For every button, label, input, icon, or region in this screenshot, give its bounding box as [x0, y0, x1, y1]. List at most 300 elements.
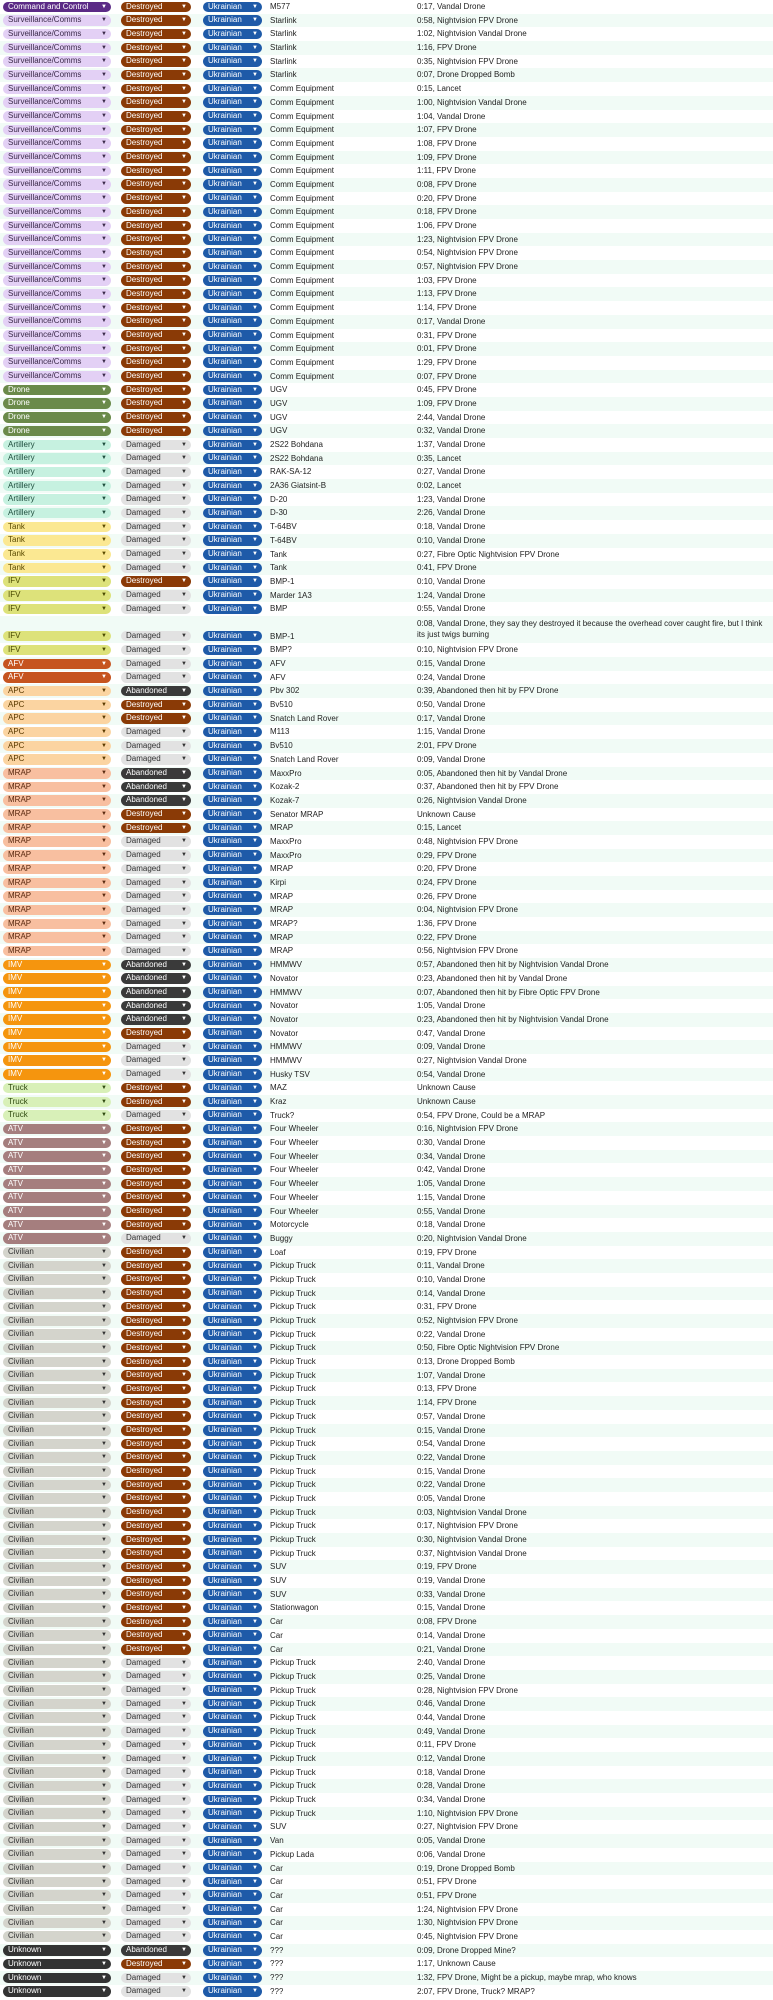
- side-select[interactable]: [203, 15, 262, 26]
- category-select[interactable]: [3, 1411, 111, 1422]
- category-select[interactable]: [3, 1179, 111, 1190]
- side-select[interactable]: [203, 1370, 262, 1381]
- status-select[interactable]: [121, 1288, 191, 1299]
- category-select[interactable]: [3, 1740, 111, 1751]
- side-select[interactable]: [203, 1083, 262, 1094]
- category-select[interactable]: [3, 481, 111, 492]
- category-select[interactable]: [3, 1877, 111, 1888]
- side-select[interactable]: [203, 522, 262, 533]
- status-select[interactable]: [121, 1097, 191, 1108]
- side-select[interactable]: [203, 1671, 262, 1682]
- category-select[interactable]: [3, 1836, 111, 1847]
- category-select[interactable]: [3, 1069, 111, 1080]
- category-select[interactable]: [3, 1425, 111, 1436]
- category-select[interactable]: [3, 1767, 111, 1778]
- category-select[interactable]: [3, 1973, 111, 1984]
- category-select[interactable]: [3, 672, 111, 683]
- category-select[interactable]: [3, 1042, 111, 1053]
- status-select[interactable]: [121, 1836, 191, 1847]
- status-select[interactable]: [121, 1863, 191, 1874]
- status-select[interactable]: [121, 1042, 191, 1053]
- category-select[interactable]: [3, 631, 111, 642]
- category-select[interactable]: [3, 1562, 111, 1573]
- side-select[interactable]: [203, 275, 262, 286]
- category-select[interactable]: [3, 604, 111, 615]
- status-select[interactable]: [121, 15, 191, 26]
- side-select[interactable]: [203, 823, 262, 834]
- side-select[interactable]: [203, 1973, 262, 1984]
- side-select[interactable]: [203, 467, 262, 478]
- side-select[interactable]: [203, 1124, 262, 1135]
- side-select[interactable]: [203, 1343, 262, 1354]
- status-select[interactable]: [121, 1617, 191, 1628]
- category-select[interactable]: [3, 1781, 111, 1792]
- status-select[interactable]: [121, 29, 191, 40]
- side-select[interactable]: [203, 453, 262, 464]
- status-select[interactable]: [121, 1384, 191, 1395]
- category-select[interactable]: [3, 398, 111, 409]
- category-select[interactable]: [3, 1138, 111, 1149]
- category-select[interactable]: [3, 754, 111, 765]
- category-select[interactable]: [3, 1165, 111, 1176]
- side-select[interactable]: [203, 1754, 262, 1765]
- side-select[interactable]: [203, 1507, 262, 1518]
- status-select[interactable]: [121, 234, 191, 245]
- status-select[interactable]: [121, 713, 191, 724]
- category-select[interactable]: [3, 782, 111, 793]
- side-select[interactable]: [203, 576, 262, 587]
- category-select[interactable]: [3, 412, 111, 423]
- category-select[interactable]: [3, 1617, 111, 1628]
- status-select[interactable]: [121, 960, 191, 971]
- side-select[interactable]: [203, 303, 262, 314]
- status-select[interactable]: [121, 1220, 191, 1231]
- side-select[interactable]: [203, 686, 262, 697]
- category-select[interactable]: [3, 207, 111, 218]
- side-select[interactable]: [203, 645, 262, 656]
- category-select[interactable]: [3, 563, 111, 574]
- side-select[interactable]: [203, 1179, 262, 1190]
- category-select[interactable]: [3, 303, 111, 314]
- side-select[interactable]: [203, 1220, 262, 1231]
- side-select[interactable]: [203, 1521, 262, 1532]
- status-select[interactable]: [121, 467, 191, 478]
- status-select[interactable]: [121, 1110, 191, 1121]
- side-select[interactable]: [203, 1589, 262, 1600]
- category-select[interactable]: [3, 1329, 111, 1340]
- category-select[interactable]: [3, 1192, 111, 1203]
- side-select[interactable]: [203, 1398, 262, 1409]
- status-select[interactable]: [121, 1973, 191, 1984]
- status-select[interactable]: [121, 2, 191, 13]
- category-select[interactable]: [3, 1001, 111, 1012]
- category-select[interactable]: [3, 700, 111, 711]
- category-select[interactable]: [3, 919, 111, 930]
- side-select[interactable]: [203, 2, 262, 13]
- status-select[interactable]: [121, 412, 191, 423]
- status-select[interactable]: [121, 1055, 191, 1066]
- category-select[interactable]: [3, 1220, 111, 1231]
- side-select[interactable]: [203, 1931, 262, 1942]
- status-select[interactable]: [121, 84, 191, 95]
- category-select[interactable]: [3, 138, 111, 149]
- side-select[interactable]: [203, 590, 262, 601]
- category-select[interactable]: [3, 1658, 111, 1669]
- category-select[interactable]: [3, 15, 111, 26]
- category-select[interactable]: [3, 152, 111, 163]
- status-select[interactable]: [121, 440, 191, 451]
- category-select[interactable]: [3, 1644, 111, 1655]
- status-select[interactable]: [121, 385, 191, 396]
- category-select[interactable]: [3, 1233, 111, 1244]
- status-select[interactable]: [121, 549, 191, 560]
- side-select[interactable]: [203, 111, 262, 122]
- category-select[interactable]: [3, 1206, 111, 1217]
- status-select[interactable]: [121, 1179, 191, 1190]
- category-select[interactable]: [3, 1795, 111, 1806]
- side-select[interactable]: [203, 357, 262, 368]
- side-select[interactable]: [203, 1685, 262, 1696]
- category-select[interactable]: [3, 864, 111, 875]
- side-select[interactable]: [203, 946, 262, 957]
- status-select[interactable]: [121, 1233, 191, 1244]
- category-select[interactable]: [3, 1589, 111, 1600]
- status-select[interactable]: [121, 836, 191, 847]
- category-select[interactable]: [3, 522, 111, 533]
- category-select[interactable]: [3, 535, 111, 546]
- side-select[interactable]: [203, 70, 262, 81]
- side-select[interactable]: [203, 1357, 262, 1368]
- side-select[interactable]: [203, 1261, 262, 1272]
- status-select[interactable]: [121, 316, 191, 327]
- side-select[interactable]: [203, 1712, 262, 1723]
- status-select[interactable]: [121, 1411, 191, 1422]
- status-select[interactable]: [121, 1425, 191, 1436]
- side-select[interactable]: [203, 1014, 262, 1025]
- status-select[interactable]: [121, 453, 191, 464]
- category-select[interactable]: [3, 371, 111, 382]
- category-select[interactable]: [3, 453, 111, 464]
- category-select[interactable]: [3, 1014, 111, 1025]
- side-select[interactable]: [203, 29, 262, 40]
- status-select[interactable]: [121, 207, 191, 218]
- status-select[interactable]: [121, 686, 191, 697]
- status-select[interactable]: [121, 221, 191, 232]
- side-select[interactable]: [203, 1959, 262, 1970]
- category-select[interactable]: [3, 1712, 111, 1723]
- status-select[interactable]: [121, 426, 191, 437]
- status-select[interactable]: [121, 1316, 191, 1327]
- category-select[interactable]: [3, 385, 111, 396]
- category-select[interactable]: [3, 1370, 111, 1381]
- side-select[interactable]: [203, 1206, 262, 1217]
- category-select[interactable]: [3, 1083, 111, 1094]
- category-select[interactable]: [3, 809, 111, 820]
- status-select[interactable]: [121, 1357, 191, 1368]
- side-select[interactable]: [203, 864, 262, 875]
- side-select[interactable]: [203, 1316, 262, 1327]
- status-select[interactable]: [121, 1028, 191, 1039]
- status-select[interactable]: [121, 1274, 191, 1285]
- side-select[interactable]: [203, 1425, 262, 1436]
- category-select[interactable]: [3, 1274, 111, 1285]
- status-select[interactable]: [121, 891, 191, 902]
- side-select[interactable]: [203, 754, 262, 765]
- side-select[interactable]: [203, 97, 262, 108]
- side-select[interactable]: [203, 1288, 262, 1299]
- status-select[interactable]: [121, 795, 191, 806]
- category-select[interactable]: [3, 795, 111, 806]
- status-select[interactable]: [121, 1781, 191, 1792]
- side-select[interactable]: [203, 1548, 262, 1559]
- category-select[interactable]: [3, 576, 111, 587]
- side-select[interactable]: [203, 741, 262, 752]
- side-select[interactable]: [203, 166, 262, 177]
- status-select[interactable]: [121, 809, 191, 820]
- category-select[interactable]: [3, 84, 111, 95]
- category-select[interactable]: [3, 1630, 111, 1641]
- side-select[interactable]: [203, 138, 262, 149]
- status-select[interactable]: [121, 262, 191, 273]
- side-select[interactable]: [203, 1740, 262, 1751]
- category-select[interactable]: [3, 1288, 111, 1299]
- side-select[interactable]: [203, 1302, 262, 1313]
- side-select[interactable]: [203, 1535, 262, 1546]
- side-select[interactable]: [203, 932, 262, 943]
- category-select[interactable]: [3, 1603, 111, 1614]
- status-select[interactable]: [121, 1685, 191, 1696]
- status-select[interactable]: [121, 645, 191, 656]
- status-select[interactable]: [121, 1754, 191, 1765]
- status-select[interactable]: [121, 1904, 191, 1915]
- side-select[interactable]: [203, 659, 262, 670]
- category-select[interactable]: [3, 1028, 111, 1039]
- status-select[interactable]: [121, 604, 191, 615]
- side-select[interactable]: [203, 1097, 262, 1108]
- category-select[interactable]: [3, 973, 111, 984]
- side-select[interactable]: [203, 1028, 262, 1039]
- side-select[interactable]: [203, 1849, 262, 1860]
- side-select[interactable]: [203, 508, 262, 519]
- status-select[interactable]: [121, 248, 191, 259]
- status-select[interactable]: [121, 43, 191, 54]
- side-select[interactable]: [203, 1945, 262, 1956]
- status-select[interactable]: [121, 590, 191, 601]
- category-select[interactable]: [3, 1466, 111, 1477]
- status-select[interactable]: [121, 1069, 191, 1080]
- side-select[interactable]: [203, 1493, 262, 1504]
- side-select[interactable]: [203, 1192, 262, 1203]
- category-select[interactable]: [3, 1945, 111, 1956]
- category-select[interactable]: [3, 686, 111, 697]
- category-select[interactable]: [3, 836, 111, 847]
- category-select[interactable]: [3, 1480, 111, 1491]
- side-select[interactable]: [203, 234, 262, 245]
- status-select[interactable]: [121, 1507, 191, 1518]
- side-select[interactable]: [203, 1562, 262, 1573]
- status-select[interactable]: [121, 138, 191, 149]
- status-select[interactable]: [121, 70, 191, 81]
- status-select[interactable]: [121, 1712, 191, 1723]
- status-select[interactable]: [121, 1083, 191, 1094]
- status-select[interactable]: [121, 987, 191, 998]
- category-select[interactable]: [3, 1452, 111, 1463]
- side-select[interactable]: [203, 891, 262, 902]
- side-select[interactable]: [203, 481, 262, 492]
- side-select[interactable]: [203, 1863, 262, 1874]
- side-select[interactable]: [203, 563, 262, 574]
- category-select[interactable]: [3, 891, 111, 902]
- category-select[interactable]: [3, 179, 111, 190]
- category-select[interactable]: [3, 1055, 111, 1066]
- status-select[interactable]: [121, 1165, 191, 1176]
- status-select[interactable]: [121, 700, 191, 711]
- status-select[interactable]: [121, 1658, 191, 1669]
- category-select[interactable]: [3, 43, 111, 54]
- side-select[interactable]: [203, 1644, 262, 1655]
- side-select[interactable]: [203, 713, 262, 724]
- side-select[interactable]: [203, 125, 262, 136]
- status-select[interactable]: [121, 1576, 191, 1587]
- side-select[interactable]: [203, 1658, 262, 1669]
- category-select[interactable]: [3, 1507, 111, 1518]
- side-select[interactable]: [203, 1165, 262, 1176]
- side-select[interactable]: [203, 878, 262, 889]
- side-select[interactable]: [203, 330, 262, 341]
- side-select[interactable]: [203, 1001, 262, 1012]
- side-select[interactable]: [203, 1808, 262, 1819]
- category-select[interactable]: [3, 248, 111, 259]
- status-select[interactable]: [121, 166, 191, 177]
- category-select[interactable]: [3, 316, 111, 327]
- status-select[interactable]: [121, 522, 191, 533]
- status-select[interactable]: [121, 1699, 191, 1710]
- category-select[interactable]: [3, 56, 111, 67]
- category-select[interactable]: [3, 29, 111, 40]
- side-select[interactable]: [203, 1699, 262, 1710]
- category-select[interactable]: [3, 905, 111, 916]
- category-select[interactable]: [3, 440, 111, 451]
- category-select[interactable]: [3, 987, 111, 998]
- status-select[interactable]: [121, 179, 191, 190]
- side-select[interactable]: [203, 43, 262, 54]
- status-select[interactable]: [121, 1398, 191, 1409]
- category-select[interactable]: [3, 1535, 111, 1546]
- side-select[interactable]: [203, 193, 262, 204]
- side-select[interactable]: [203, 1151, 262, 1162]
- category-select[interactable]: [3, 1685, 111, 1696]
- status-select[interactable]: [121, 850, 191, 861]
- status-select[interactable]: [121, 1931, 191, 1942]
- status-select[interactable]: [121, 1493, 191, 1504]
- category-select[interactable]: [3, 1493, 111, 1504]
- category-select[interactable]: [3, 111, 111, 122]
- category-select[interactable]: [3, 1918, 111, 1929]
- status-select[interactable]: [121, 1192, 191, 1203]
- category-select[interactable]: [3, 125, 111, 136]
- status-select[interactable]: [121, 768, 191, 779]
- status-select[interactable]: [121, 344, 191, 355]
- status-select[interactable]: [121, 672, 191, 683]
- category-select[interactable]: [3, 1849, 111, 1860]
- side-select[interactable]: [203, 672, 262, 683]
- category-select[interactable]: [3, 1699, 111, 1710]
- status-select[interactable]: [121, 1890, 191, 1901]
- status-select[interactable]: [121, 1726, 191, 1737]
- status-select[interactable]: [121, 1014, 191, 1025]
- status-select[interactable]: [121, 1370, 191, 1381]
- status-select[interactable]: [121, 1261, 191, 1272]
- status-select[interactable]: [121, 1562, 191, 1573]
- status-select[interactable]: [121, 973, 191, 984]
- side-select[interactable]: [203, 809, 262, 820]
- status-select[interactable]: [121, 1439, 191, 1450]
- category-select[interactable]: [3, 1754, 111, 1765]
- status-select[interactable]: [121, 1548, 191, 1559]
- status-select[interactable]: [121, 371, 191, 382]
- side-select[interactable]: [203, 1466, 262, 1477]
- status-select[interactable]: [121, 494, 191, 505]
- side-select[interactable]: [203, 1480, 262, 1491]
- status-select[interactable]: [121, 1959, 191, 1970]
- category-select[interactable]: [3, 1357, 111, 1368]
- category-select[interactable]: [3, 549, 111, 560]
- side-select[interactable]: [203, 535, 262, 546]
- category-select[interactable]: [3, 946, 111, 957]
- status-select[interactable]: [121, 97, 191, 108]
- side-select[interactable]: [203, 1439, 262, 1450]
- category-select[interactable]: [3, 262, 111, 273]
- category-select[interactable]: [3, 1671, 111, 1682]
- side-select[interactable]: [203, 289, 262, 300]
- status-select[interactable]: [121, 1986, 191, 1997]
- category-select[interactable]: [3, 1261, 111, 1272]
- category-select[interactable]: [3, 1439, 111, 1450]
- side-select[interactable]: [203, 248, 262, 259]
- status-select[interactable]: [121, 1151, 191, 1162]
- side-select[interactable]: [203, 84, 262, 95]
- status-select[interactable]: [121, 864, 191, 875]
- status-select[interactable]: [121, 878, 191, 889]
- status-select[interactable]: [121, 1849, 191, 1860]
- status-select[interactable]: [121, 1822, 191, 1833]
- category-select[interactable]: [3, 1931, 111, 1942]
- status-select[interactable]: [121, 330, 191, 341]
- category-select[interactable]: [3, 741, 111, 752]
- category-select[interactable]: [3, 1343, 111, 1354]
- status-select[interactable]: [121, 1535, 191, 1546]
- category-select[interactable]: [3, 2, 111, 13]
- status-select[interactable]: [121, 1945, 191, 1956]
- side-select[interactable]: [203, 1042, 262, 1053]
- category-select[interactable]: [3, 932, 111, 943]
- side-select[interactable]: [203, 919, 262, 930]
- category-select[interactable]: [3, 1986, 111, 1997]
- side-select[interactable]: [203, 1726, 262, 1737]
- status-select[interactable]: [121, 398, 191, 409]
- side-select[interactable]: [203, 1836, 262, 1847]
- category-select[interactable]: [3, 97, 111, 108]
- side-select[interactable]: [203, 1918, 262, 1929]
- category-select[interactable]: [3, 1247, 111, 1258]
- side-select[interactable]: [203, 1890, 262, 1901]
- side-select[interactable]: [203, 371, 262, 382]
- category-select[interactable]: [3, 426, 111, 437]
- category-select[interactable]: [3, 508, 111, 519]
- category-select[interactable]: [3, 850, 111, 861]
- category-select[interactable]: [3, 1521, 111, 1532]
- status-select[interactable]: [121, 1343, 191, 1354]
